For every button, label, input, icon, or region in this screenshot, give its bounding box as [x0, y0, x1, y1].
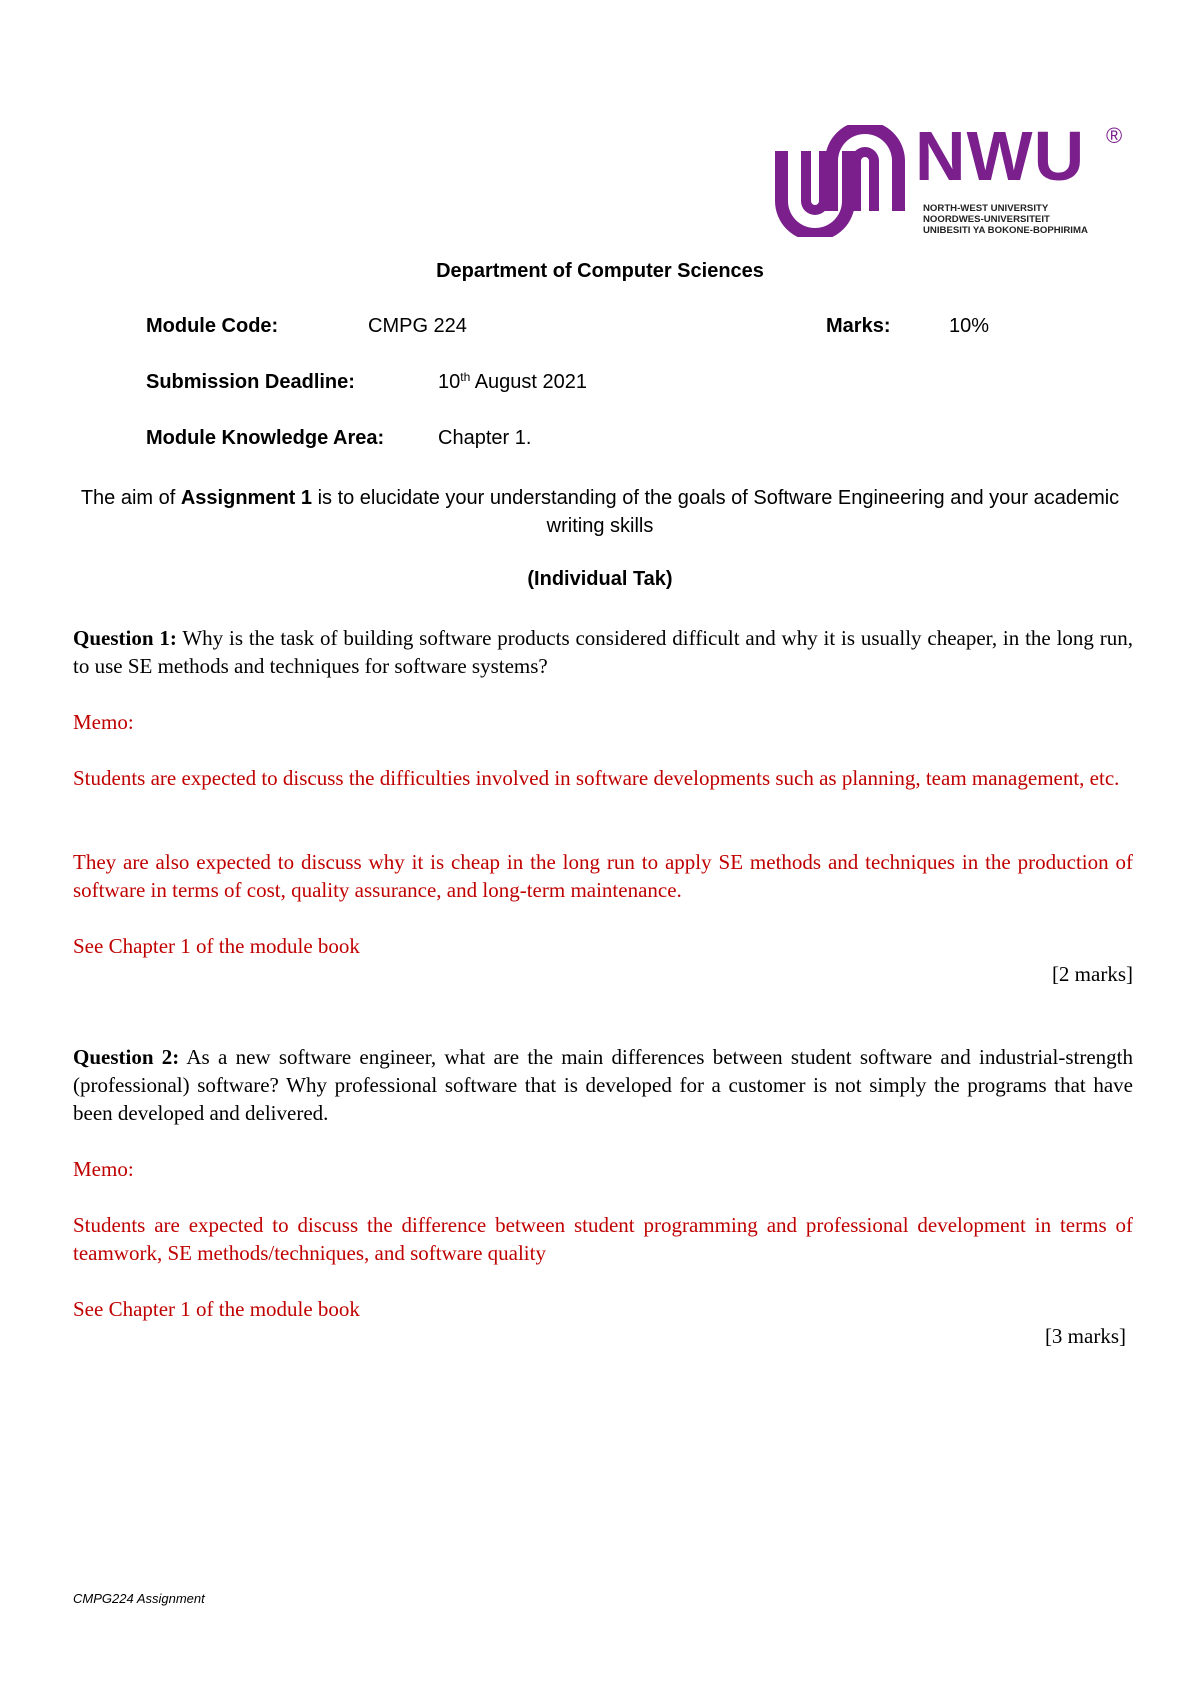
question-2-memo-label: Memo: — [73, 1157, 134, 1181]
deadline-day: 10 — [438, 371, 461, 393]
question-2-memo-paragraph: Students are expected to discuss the difference between student programming and professional development in terms of teamwork, SE methods/techniques, and software quality — [73, 1213, 1133, 1265]
module-code-value: CMPG 224 — [368, 315, 467, 337]
module-code-label: Module Code: — [146, 315, 279, 337]
question-2-text: As a new software engineer, what are the main differences between student software and industrial-strength (professional) software? Why professional software that is developed for a customer is not simply the programs that have been developed and delivered. — [73, 1045, 1133, 1125]
question-1-memo-label: Memo: — [73, 710, 134, 734]
question-2-reference: See Chapter 1 of the module book — [73, 1297, 360, 1321]
marks-label: Marks: — [826, 315, 891, 337]
logo-registered-mark: ® — [1106, 123, 1123, 148]
logo-subtitle-line: UNIBESITI YA BOKONE-BOPHIRIMA — [923, 225, 1088, 236]
aim-assignment: Assignment 1 — [180, 487, 313, 509]
question-1-text: Why is the task of building software products considered difficult and why it is usually cheaper, in the long run, to use SE methods and techniques for software systems? — [73, 626, 1133, 678]
page-footer: CMPG224 Assignment — [73, 1591, 205, 1606]
question-1-reference: See Chapter 1 of the module book — [73, 934, 360, 958]
nwu-emblem-icon — [775, 125, 905, 237]
aim-statement — [70, 484, 1130, 540]
question-1 — [73, 624, 1133, 680]
nwu-logo — [775, 117, 1123, 237]
logo-subtitle-line: NOORDWES-UNIVERSITEIT — [923, 214, 1050, 225]
question-1-memo-paragraph: They are also expected to discuss why it is cheap in the long run to apply SE methods and techniques in the production of software in terms of cost, quality assurance, and long-term maintenance. — [73, 850, 1133, 902]
deadline-label: Submission Deadline: — [146, 371, 355, 393]
deadline-value — [438, 371, 587, 394]
deadline-rest: August 2021 — [470, 371, 588, 393]
marks-value: 10% — [949, 315, 990, 337]
logo-subtitle — [923, 203, 1088, 236]
question-2-label: Question 2: — [73, 1045, 180, 1069]
knowledge-area-label: Module Knowledge Area: — [146, 427, 385, 449]
question-1-memo-paragraph: Students are expected to discuss the difficulties involved in software developments such as planning, team management, etc. — [73, 766, 1120, 790]
knowledge-area-value: Chapter 1. — [438, 427, 532, 449]
aim-suffix: is to elucidate your understanding of the goals of Software Engineering and your academic writing skills — [312, 487, 1120, 537]
task-type: (Individual Tak) — [527, 568, 673, 590]
logo-subtitle-line: NORTH-WEST UNIVERSITY — [923, 203, 1049, 214]
department-title: Department of Computer Sciences — [436, 260, 764, 282]
question-2 — [73, 1043, 1133, 1127]
deadline-suffix: th — [460, 370, 471, 384]
question-2-marks: [3 marks] — [1044, 1324, 1126, 1348]
question-1-label: Question 1: — [73, 626, 177, 650]
aim-prefix: The aim of — [80, 487, 181, 509]
question-1-marks: [2 marks] — [1051, 962, 1133, 986]
logo-wordmark: NWU — [915, 117, 1086, 195]
